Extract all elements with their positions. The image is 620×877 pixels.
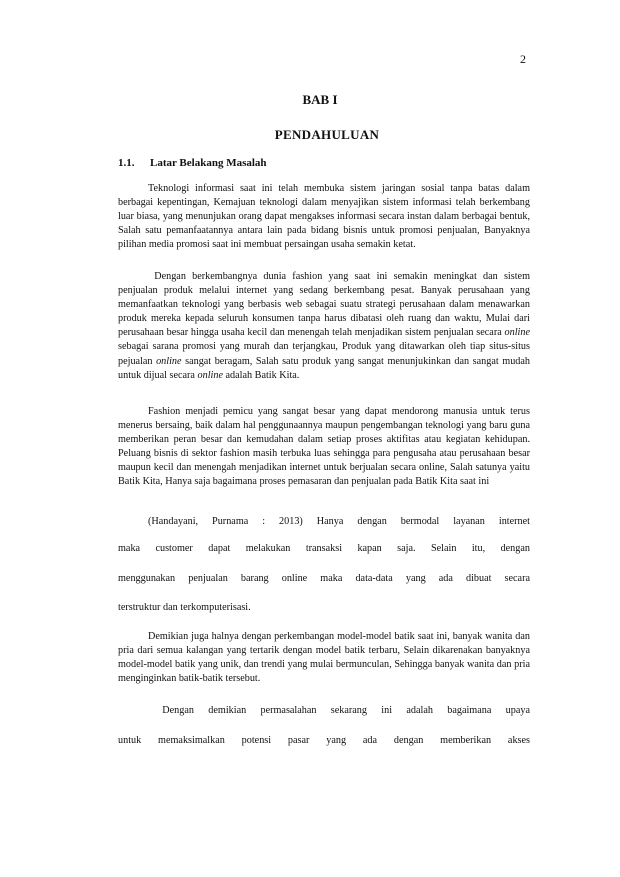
spaced-line-1 bbox=[118, 515, 530, 529]
paragraph-2-text-a: Dengan berkembangnya dunia fashion yang saat ini semakin meningkat dan sistem penjualan produk melalui internet yang sedang berkembang pesat. Banyak perusahaan yang memanfaatkan teknologi yang berbasis web sebagai suatu strategi perusahaan dalam menawarkan produk mereka kepada seluruh konsumen tanpa harus dibatasi oleh ruang dan waktu, Mulai dari perusahaan besar hingga usaha kecil dan menengah telah menjadikan sistem penjualan secara bbox=[118, 271, 530, 339]
paragraph-1 bbox=[118, 182, 530, 252]
paragraph-3 bbox=[118, 405, 530, 490]
spaced-line-1-text: (Handayani, Purnama : 2013) Hanya dengan bermodal layanan internet bbox=[148, 516, 530, 527]
paragraph-1-text: Teknologi informasi saat ini telah membuka sistem jaringan sosial tanpa batas dalam berbagai kepentingan, Kemajuan teknologi dalam menyajikan sistem informasi telah berkembang luar biasa, yang menunjukan orang dapat mengakses informasi secara instan dalam berbagai bentuk, Salah satu pemanfaatannya antara lain pada bidang bisnis untuk promosi penjualan, Banyaknya pilihan media promosi saat ini membuat persaingan usaha semakin ketat. bbox=[118, 183, 530, 251]
page-number: 2 bbox=[520, 52, 526, 66]
paragraph-2-text-c: sangat beragam, Salah satu produk yang sangat menunjukinkan dan sangat mudah untuk dijual secara bbox=[118, 355, 530, 381]
paragraph-2-italic-1: online bbox=[504, 327, 530, 339]
spaced-line-3: menggunakan penjualan barang online maka data-data yang ada dibuat secara bbox=[118, 573, 530, 584]
paragraph-2-italic-2: online bbox=[156, 355, 182, 367]
paragraph-4 bbox=[118, 630, 530, 686]
spaced-line-5-text: Dengan demikian permasalahan sekarang ini adalah bagaimana upaya bbox=[148, 705, 530, 716]
spaced-line-6: untuk memaksimalkan potensi pasar yang ada dengan memberikan akses bbox=[118, 735, 530, 746]
paragraph-2-italic-3: online bbox=[197, 369, 223, 381]
spaced-line-5 bbox=[118, 704, 530, 718]
chapter-heading: BAB I bbox=[302, 92, 338, 107]
section-number: 1.1. bbox=[118, 157, 135, 169]
chapter-title: PENDAHULUAN bbox=[274, 127, 380, 142]
section-heading bbox=[118, 157, 267, 169]
paragraph-4-text: Demikian juga halnya dengan perkembangan model-model batik saat ini, banyak wanita dan pria dari semua kalangan yang tertarik dengan model batik terbaru, Selain dikarenakan banyaknya model-model batik yang unik, dan trendi yang mulai bermunculan, Sehingga banyak wanita dan pria menginginkan batik-batik tersebut. bbox=[118, 631, 530, 685]
section-title: Latar Belakang Masalah bbox=[150, 157, 267, 169]
paragraph-2-text-b: sebagai sarana promosi yang murah dan terjangkau, Produk yang ditawarkan oleh tiap situs-situs pejualan bbox=[118, 341, 530, 367]
paragraph-2 bbox=[118, 270, 530, 383]
spaced-line-2: maka customer dapat melakukan transaksi kapan saja. Selain itu, dengan bbox=[118, 543, 530, 554]
paragraph-3-text: Fashion menjadi pemicu yang sangat besar yang dapat mendorong manusia untuk terus menerus bersaing, baik dalam hal penggunaannya maupun pengembangan teknologi yang baru guna memberikan peran besar dan kemudahan dalam setiap proses aktifitas atau kegiatan kehidupan. Peluang bisnis di sektor fashion masih terbuka luas sehingga para pengusaha atau perusahaan besar maupun kecil dan menengah menjadikan internet untuk berjualan secara online, Salah satunya yaitu Batik Kita, Hanya saja bagaimana proses pemasaran dan penjualan pada Batik Kita saat ini bbox=[118, 406, 530, 488]
paragraph-2-text-d: adalah Batik Kita. bbox=[222, 369, 300, 381]
spaced-line-4: terstruktur dan terkomputerisasi. bbox=[118, 602, 251, 613]
